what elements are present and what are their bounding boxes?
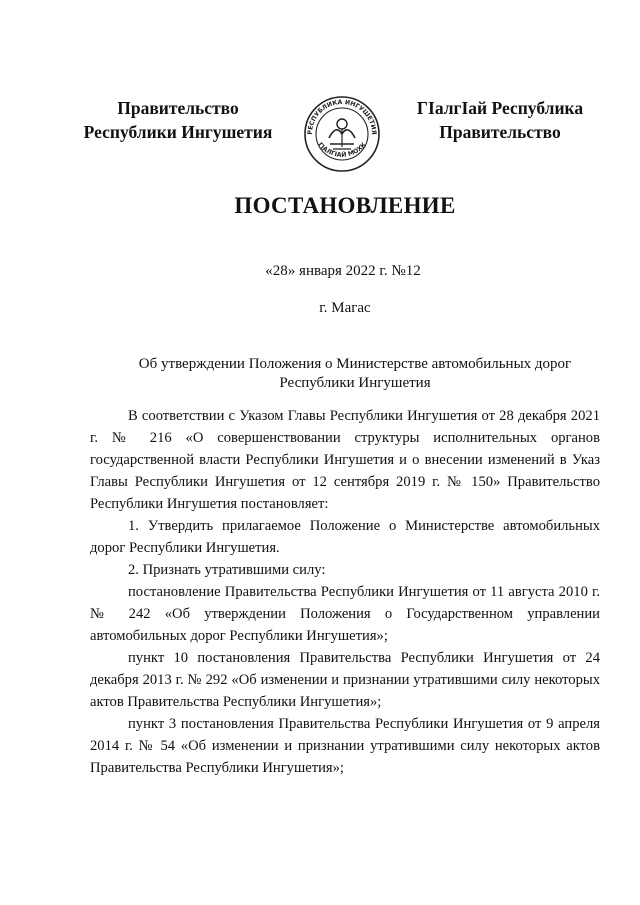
paragraph-repeal-1: постановление Правительства Республики Ингушетия от 11 августа 2010 г. № 242 «Об утверждении Положения о Государственном управлении автомобильных дорог Республики Ингушетия»; — [90, 584, 600, 644]
header-left — [62, 96, 294, 144]
paragraph-preamble: В соответствии с Указом Главы Республики Ингушетия от 28 декабря 2021 г. № 216 «О совершенствовании структуры исполнительных органов государственной власти Республики Ингушетия и о внесении изменений в Указ Главы Республики Ингушетия от 12 сентября 2019 г. № 150» Правительство Республики Ингушетия постановляет: — [90, 408, 600, 512]
header-left-line2: Республики Ингушетия — [83, 122, 273, 142]
subject-line2: Республики Ингушетия — [279, 375, 431, 391]
document-city: г. Магас — [319, 300, 371, 316]
paragraph-item-2: 2. Признать утратившими силу: — [128, 562, 326, 578]
emblem-top-text: РЕСПУБЛИКА ИНГУШЕТИЯ — [306, 98, 378, 135]
paragraph-repeal-3: пункт 3 постановления Правительства Республики Ингушетия от 9 апреля 2014 г. № 54 «Об изменении и признании утратившими силу некоторых актов Правительства Республики Ингушетия»; — [90, 716, 600, 776]
header-right — [400, 96, 600, 144]
document-body — [90, 405, 600, 779]
document-subject — [130, 355, 580, 393]
header-right-line1: ГIалгIай Республика — [416, 98, 584, 118]
paragraph-repeal-2: пункт 10 постановления Правительства Республики Ингушетия от 24 декабря 2013 г. № 292 «Об изменении и признании утратившими силу некоторых актов Правительства Республики Ингушетия»; — [90, 650, 600, 710]
paragraph-item-1: 1. Утвердить прилагаемое Положение о Министерстве автомобильных дорог Республики Ингушетия. — [90, 518, 600, 556]
emblem-bottom-text: ГIАЛГIАЙ МОХК — [316, 141, 368, 159]
emblem-seal — [303, 94, 381, 174]
document-title: ПОСТАНОВЛЕНИЕ — [234, 193, 456, 218]
header-right-line2: Правительство — [439, 122, 561, 142]
header-left-line1: Правительство — [117, 98, 239, 118]
document-date-number: «28» января 2022 г. №12 — [265, 263, 421, 279]
subject-line1: Об утверждении Положения о Министерстве автомобильных дорог — [138, 356, 572, 372]
